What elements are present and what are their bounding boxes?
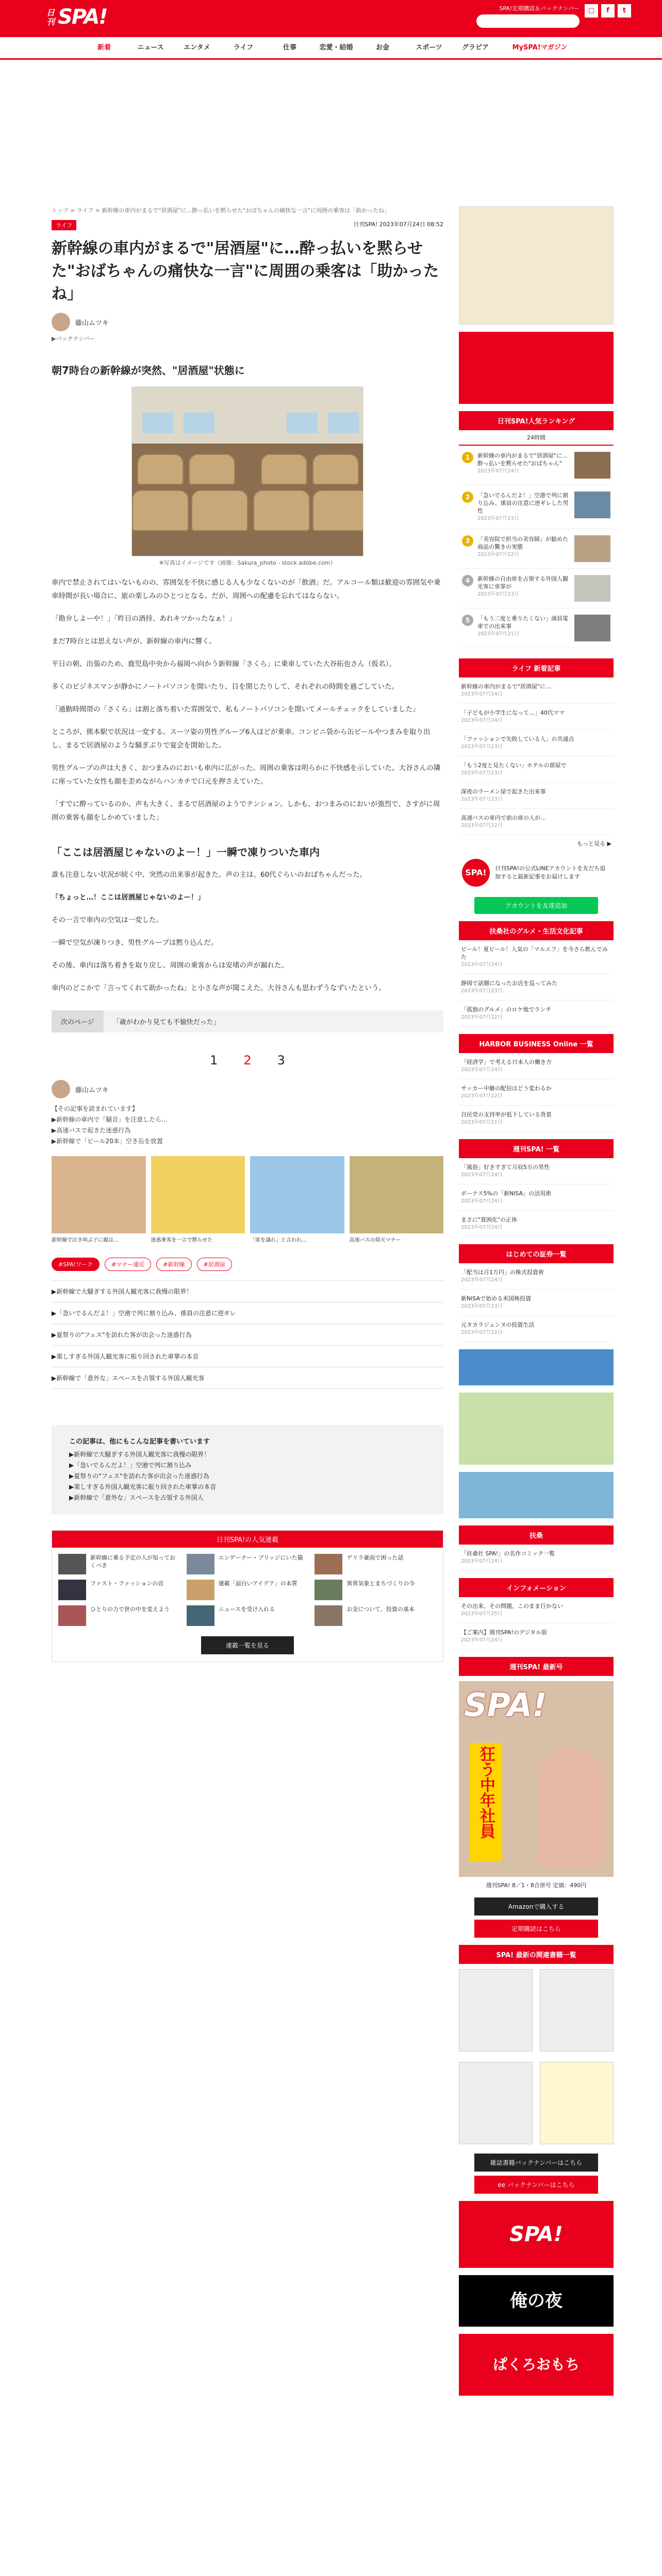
- side-article[interactable]: まさに"貧困化"の正体 2023年07月24日: [459, 1211, 614, 1237]
- twitter-icon[interactable]: t: [618, 4, 631, 18]
- harbor-list: [459, 1053, 614, 1132]
- nav-gravure[interactable]: グラビア: [461, 44, 489, 52]
- harbor-title: HARBOR BUSINESS Online 一覧: [459, 1034, 614, 1053]
- nav-entame[interactable]: エンタメ: [184, 44, 210, 52]
- nav-love[interactable]: 恋愛・結婚: [319, 44, 353, 52]
- life-new-title: ライフ 新着記事: [459, 658, 614, 677]
- page-2[interactable]: 2: [243, 1053, 252, 1067]
- securities-title: はじめての証券一覧: [459, 1244, 614, 1263]
- related-article-list: [52, 1280, 443, 1389]
- fuso-title: 扶桑: [459, 1526, 614, 1545]
- tag-list: [52, 1258, 443, 1271]
- nav-money[interactable]: お金: [375, 44, 389, 52]
- author-bio: 【その記事を読まれています】 ▶新幹線の車内で「騒音」を注意したら… ▶高速バスで起きた迷惑行為 ▶新幹線で「ビール20本」空き缶を放置: [52, 1105, 168, 1145]
- nav-new[interactable]: 新着: [97, 44, 111, 52]
- side-article[interactable]: 「風俗」好きすぎて月収5万の男性 2023年07月24日: [459, 1158, 614, 1184]
- photo-caption: ※写真はイメージです（画像：Sakura_photo - stock.adobe.com）: [159, 560, 336, 566]
- author-box: [52, 1080, 443, 1147]
- series-item[interactable]: ひとりの力で世の中を変えよう: [58, 1605, 180, 1626]
- manga-ad-banner[interactable]: ぱくろおもち: [459, 2334, 614, 2396]
- side-article[interactable]: 自民党の支持率が低下している背景 2023年07月21日: [459, 1106, 614, 1132]
- rss-icon[interactable]: □: [585, 4, 598, 18]
- paragraph: まだ7時台とは思えない声が、新幹線の車内に響く。: [52, 637, 216, 646]
- ranking-item[interactable]: 3 「美容院で担当の美容師」が勧めた商品の驚きの実態 2023年07月22日: [459, 529, 614, 569]
- line-logo: SPA!: [462, 859, 490, 887]
- article-title: 新幹線の車内がまるで"居酒屋"に…酔っ払いを黙らせた"おばちゃんの痛快な一言"に周囲の乗客は「助かったね」: [52, 240, 439, 303]
- book-cover[interactable]: [540, 2062, 614, 2144]
- series-item[interactable]: 異常気象とまちづくりの今: [315, 1580, 437, 1600]
- recommend-link[interactable]: ▶新幹線で大騒ぎする外国人観光客に我慢の限界！: [69, 1451, 210, 1458]
- securities-list: [459, 1263, 614, 1342]
- paragraph: 一瞬で空気が凍りつき、男性グループは黙り込んだ。: [52, 939, 218, 947]
- paragraph: 車内で禁止されてはいないものの、雰囲気を不快に感じる人も少なくないのが「飲酒」だ。アルコール類は歓迎の雰囲気や乗車時間が長い場合に、旅の楽しみのひとつとなる。だが、周囲への配慮を忘れてはならない。: [52, 579, 441, 600]
- author-name[interactable]: 藤山ムツキ: [75, 1086, 109, 1094]
- article-date: 日刊SPA! 2023年07月24日 08:52: [353, 221, 443, 228]
- series-item[interactable]: お金について、投資の基本: [315, 1605, 437, 1626]
- nav-news[interactable]: ニュース: [137, 44, 164, 52]
- series-item[interactable]: ゲリラ豪雨で困った話: [315, 1554, 437, 1574]
- related-thumb[interactable]: 迷惑乗客を一言で黙らせた: [151, 1156, 245, 1244]
- series-item[interactable]: エンゲーナー・ブリッジにいた猫: [187, 1554, 309, 1574]
- author-backnumber-link[interactable]: ▶バックナンバー: [52, 335, 95, 342]
- side-article[interactable]: 「子どもが小学生になって…」40代ママ 2023年07月24日: [459, 704, 614, 730]
- author-row: [52, 313, 443, 331]
- article-meta: [52, 220, 443, 230]
- site-logo[interactable]: 日刊 SPA!: [46, 5, 107, 29]
- nav-life[interactable]: ライフ: [233, 44, 254, 52]
- page-1[interactable]: 1: [210, 1053, 218, 1067]
- article-photo: [131, 386, 363, 556]
- more-link[interactable]: もっと見る ▶: [577, 840, 611, 847]
- paragraph: 「勘弁しよーや！」「昨日の酒持、あれキツかったなぁ！」: [52, 615, 236, 623]
- side-article[interactable]: 新幹線の車内がまるで"居酒屋"に… 2023年07月24日: [459, 677, 614, 704]
- nav-work[interactable]: 仕事: [283, 44, 296, 52]
- spa-ad-banner[interactable]: SPA!: [459, 2201, 614, 2268]
- weekly-title: 週刊SPA! 一覧: [459, 1139, 614, 1158]
- next-page-title: 「歳がわかり見ても不愉快だった」: [104, 1010, 443, 1032]
- fuso-list: [459, 1545, 614, 1571]
- cover-logo: SPA!: [464, 1686, 547, 1724]
- side-article[interactable]: ボーナス5%の「新NISA」の活用術 2023年07月24日: [459, 1184, 614, 1211]
- mens-banner[interactable]: [459, 1472, 614, 1518]
- ranking-tab[interactable]: 24時間: [459, 430, 614, 446]
- next-page-link[interactable]: [52, 1010, 443, 1032]
- category-tag[interactable]: ライフ: [52, 220, 76, 230]
- books-grid: [459, 1964, 614, 2057]
- side-article[interactable]: 元タカラジェンヌの投資生活 2023年07月22日: [459, 1316, 614, 1342]
- side-article[interactable]: 「配当は月1万円」の株式投資術 2023年07月24日: [459, 1263, 614, 1290]
- related-article-link[interactable]: ▶新幹線で「意外な」スペースを占領する外国人観光客: [52, 1367, 443, 1389]
- life-new-list: [459, 677, 614, 835]
- article-main: [52, 206, 443, 1662]
- night-ad-banner[interactable]: 俺の夜: [459, 2275, 614, 2327]
- gourmet-title: 扶桑社のグルメ・生活文化記事: [459, 921, 614, 940]
- tag-pill[interactable]: #マナー違反: [105, 1258, 151, 1271]
- recommend-link[interactable]: ▶新幹線で「意外な」スペースを占領する外国人: [69, 1494, 204, 1501]
- ranking-title: 日刊SPA!人気ランキング: [459, 411, 614, 430]
- author-name[interactable]: 藤山ムツキ: [75, 319, 109, 327]
- related-article-link[interactable]: ▶「急いでるんだよ！」空港で列に割り込み、係員の注意に逆ギレ: [52, 1302, 443, 1324]
- related-article-link[interactable]: ▶新幹線で大騒ぎする外国人観光客に我慢の限界！: [52, 1281, 443, 1302]
- paragraph: 「通勤時間帯の「さくら」は割と落ち着いた雰囲気で、私もノートパソコンを開いてメールチェックをしていました」: [52, 705, 420, 714]
- paragraph: その一言で車内の空気は一変した。: [52, 916, 163, 924]
- series-item[interactable]: 新幹線に乗る予定の人が知っておくべき: [58, 1554, 180, 1574]
- books-grid: [459, 2057, 614, 2149]
- side-article[interactable]: 【ご案内】週刊SPA!のデジタル版 2023年07月24日: [459, 1623, 614, 1650]
- author-row: [52, 1080, 443, 1098]
- side-article[interactable]: 「扶桑社 SPA!」の名作コミック一覧 2023年07月24日: [459, 1545, 614, 1571]
- subscription-link[interactable]: SPA!定期購読＆バックナンバー: [499, 5, 580, 12]
- ebook-backnumber-button[interactable]: ee バックナンバーはこちら: [474, 2176, 598, 2194]
- related-thumbs: [52, 1156, 443, 1244]
- series-item[interactable]: 連載「面白いアイデア」の本質: [187, 1580, 309, 1600]
- weekly-latest-title: 週刊SPA! 最新号: [459, 1657, 614, 1676]
- nav-sports[interactable]: スポーツ: [416, 44, 442, 52]
- book-cover[interactable]: [540, 1969, 614, 2052]
- side-article[interactable]: 新NISAで始める米国株投資 2023年07月23日: [459, 1290, 614, 1316]
- side-article[interactable]: 高速バスの車内で前の席の人が… 2023年07月22日: [459, 809, 614, 835]
- book-cover[interactable]: [459, 1969, 533, 2052]
- site-header: [0, 0, 662, 37]
- line-add-button[interactable]: アカウントを友達追加: [474, 897, 598, 914]
- side-article[interactable]: 深夜のラーメン屋で起きた出来事 2023年07月23日: [459, 783, 614, 809]
- series-item[interactable]: ニュースを受け入れる: [187, 1605, 309, 1626]
- books-title: SPA! 最新の関連書籍一覧: [459, 1945, 614, 1964]
- weekly-list: [459, 1158, 614, 1237]
- recommend-title: この記事は、他にもこんな記事を書いています: [69, 1438, 210, 1446]
- tag-pill[interactable]: #居酒屋: [197, 1258, 232, 1271]
- page-3[interactable]: 3: [277, 1053, 285, 1067]
- author-other-articles: [52, 1425, 443, 1515]
- author-avatar[interactable]: [52, 1080, 70, 1098]
- paragraph: その後、車内は落ち着きを取り戻し、周囲の乗客からは安堵の声が漏れた。: [52, 961, 288, 970]
- recommend-link[interactable]: ▶楽しすぎる外国人観光客に振り回された車掌の本音: [69, 1483, 217, 1490]
- popular-series: [52, 1530, 443, 1662]
- related-thumb[interactable]: 「席を譲れ」と言われ…: [250, 1156, 344, 1244]
- side-article[interactable]: サッカー中継の配信はどう変わるか 2023年07月22日: [459, 1079, 614, 1106]
- sidebar: [459, 206, 614, 2403]
- paragraph-quote: 「ちょっと…！ここは居酒屋じゃないのよー！」: [52, 893, 205, 902]
- side-article[interactable]: その出来、その問題、このまま行かない 2023年07月25日: [459, 1597, 614, 1623]
- popular-series-title: 日刊SPA!の人気連載: [52, 1531, 443, 1548]
- info-title: インフォメーション: [459, 1578, 614, 1597]
- related-article-link[interactable]: ▶楽しすぎる外国人観光客に振り回された車掌の本音: [52, 1346, 443, 1367]
- side-article[interactable]: 「ファッションで失敗している人」の共通点 2023年07月23日: [459, 730, 614, 756]
- subscribe-button[interactable]: 定期購読はこちら: [474, 1920, 598, 1938]
- section-heading-1: 朝7時台の新幹線が突然、"居酒屋"状態に: [52, 364, 245, 377]
- main-nav: [0, 37, 662, 60]
- related-article-link[interactable]: ▶夏祭りの"フェス"を訪れた客が出会った迷惑行為: [52, 1324, 443, 1346]
- breadcrumb[interactable]: トップ > ライフ > 新幹線の車内がまるで"居酒屋"に…酔っ払いを黙らせた"おばちゃんの痛快な一言"に周囲の乗客は「助かったね」: [52, 207, 390, 214]
- side-article[interactable]: ビール！夏ビール！人気の「マルエフ」を今さら飲んでみた 2023年07月24日: [459, 940, 614, 974]
- related-thumb[interactable]: 新幹線で泣き叫ぶ子に親は…: [52, 1156, 146, 1244]
- ranking-item[interactable]: 4 新幹線の自由席を占領する外国人観光客に車掌が 2023年07月23日: [459, 569, 614, 608]
- cover-headline: 狂う中年社員: [469, 1743, 502, 1861]
- backnumber-button[interactable]: 雑誌書籍バックナンバーはこちら: [474, 2154, 598, 2172]
- next-page-label: 次のページ: [52, 1010, 104, 1032]
- gourmet-list: [459, 940, 614, 1027]
- facebook-icon[interactable]: f: [601, 4, 615, 18]
- health-banner[interactable]: [459, 1393, 614, 1465]
- recommend-link[interactable]: ▶夏祭りの"フェス"を訪れた客が出会った迷惑行為: [69, 1472, 209, 1480]
- gourmet-banner[interactable]: [459, 206, 614, 325]
- recommend-link[interactable]: ▶「急いでるんだよ！」空港で列に割り込み: [69, 1462, 192, 1469]
- paragraph: ところが、熊本駅で状況は一変する。スーツ姿の男性グループ6人ほどが乗車。コンビニ袋から缶ビールやつまみを取り出し、まるで居酒屋のような騒ぎぶりで宴会を開始した。: [52, 728, 431, 750]
- paragraph: 「すでに酔っているのか、声も大きく、まるで居酒屋のようでテンション。しかも、おつまみのにおいが強烈で、さすがに周囲の乗客も顔をしかめていました」: [52, 800, 440, 822]
- search-input[interactable]: [476, 14, 580, 28]
- paragraph: 多くのビジネスマンが静かにノートパソコンを開いたり、目を閉じたりして、それぞれの時間を過ごしていた。: [52, 683, 399, 691]
- paragraph: 男性グループの声は大きく、おつまみのにおいも車内に広がった。周囲の乗客は明らかに不快感を示していた。大谷さんの隣に座っていた女性も顔を歪めながらハンカチで口元を押さえていた。: [52, 764, 441, 786]
- ranking-item[interactable]: 2 「急いでるんだよ！」空港で列に割り込み、係員の注意に逆ギレした男性 2023年07月23日: [459, 485, 614, 529]
- related-thumb[interactable]: 高速バスの仰天マナー: [350, 1156, 444, 1244]
- side-article[interactable]: 「経済学」で考える日本人の働き方 2023年07月24日: [459, 1053, 614, 1079]
- amazon-button[interactable]: Amazonで購入する: [474, 1897, 598, 1916]
- cover-caption: 週刊SPA! 8／1・8合併号 定価：490円: [486, 1882, 587, 1889]
- paragraph: 誰も注意しない状況が続く中、突然の出来事が起きた。声の主は、60代ぐらいのおばちゃんだった。: [52, 871, 367, 879]
- nav-myspa[interactable]: MySPA!マガジン: [512, 44, 568, 52]
- series-item[interactable]: ファスト・ファッションの店: [58, 1580, 180, 1600]
- author-avatar[interactable]: [52, 313, 70, 331]
- paragraph: 平日の朝、出張のため、鹿児島中央から福岡へ向かう新幹線「さくら」に乗車していた大谷拓也さん（仮名）。: [52, 660, 396, 668]
- side-article[interactable]: 静岡で話題になったお店を巡ってみた 2023年07月23日: [459, 974, 614, 1001]
- section-heading-2: 「ここは居酒屋じゃないのよ－！」一瞬で凍りついた車内: [52, 846, 320, 858]
- tag-pill[interactable]: #SPA!ワーク: [52, 1258, 100, 1271]
- ranking-item[interactable]: 5 「もう二度と乗りたくない」満員電車での出来事 2023年07月21日: [459, 608, 614, 648]
- info-list: [459, 1597, 614, 1650]
- line-promo: [459, 852, 614, 894]
- myspa-banner[interactable]: [459, 332, 614, 404]
- series-list-button[interactable]: 連載一覧を見る: [201, 1636, 294, 1654]
- side-article[interactable]: 「孤独のグルメ」のロケ地でランチ 2023年07月22日: [459, 1001, 614, 1027]
- side-article[interactable]: 「もう2度と見たくない」ホテルの部屋で 2023年07月23日: [459, 756, 614, 783]
- pagination: [52, 1053, 443, 1067]
- line-text: 日刊SPA!の公式LINEアカウントを友だち追加すると最新記事をお届けします: [495, 865, 606, 880]
- tag-pill[interactable]: #新幹線: [156, 1258, 191, 1271]
- ranking-item[interactable]: 1 新幹線の車内がまるで"居酒屋"に…酔っ払いを黙らせた"おばちゃん" 2023年07月24日: [459, 446, 614, 485]
- paragraph: 車内のどこかで「言ってくれて助かったね」と小さな声が聞こえた。大谷さんも思わずうなずいたという。: [52, 984, 386, 992]
- book-cover[interactable]: [459, 2062, 533, 2144]
- tokyo-banner[interactable]: [459, 1349, 614, 1385]
- magazine-cover[interactable]: [459, 1681, 614, 1877]
